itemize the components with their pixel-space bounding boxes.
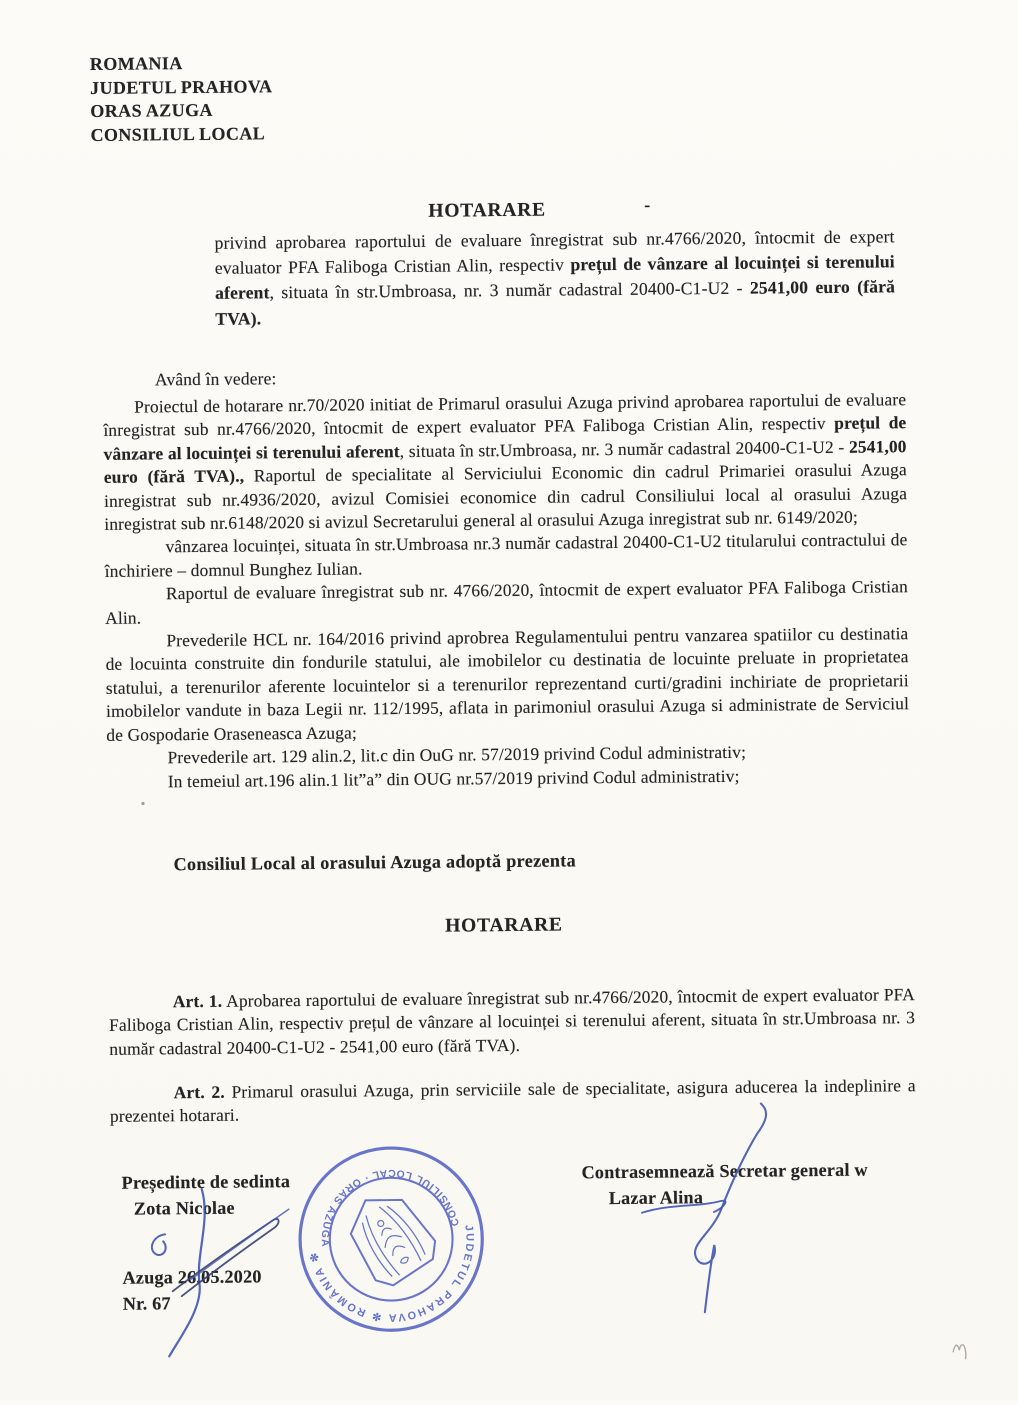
subject-paragraph [214, 224, 895, 331]
council-stamp [291, 1139, 491, 1339]
preamble-run: Raportul de specialitate al Serviciului Economic din cadrul Primariei orasului Azuga inregistrat sub nr.4936/2020, avizul Comisiei economice din cadrul Consiliului local al orasului Azuga inregistrat sub nr.6148/2020 si avizul Secretarului general al orasului Azuga inregistrat sub nr. 6149/2020; [103, 459, 908, 534]
subject-run: , situata în str.Umbroasa, nr. 3 număr cadastral 20400-C1-U2 - [269, 278, 751, 303]
ink-speck [141, 802, 144, 805]
preamble-item-sale: vânzarea locuinței, situata în str.Umbroasa nr.3 număr cadastral 20400-C1-U2 titularului contractului de închiriere – domnul Bunghez Iulian. [104, 529, 908, 581]
letterhead [90, 51, 273, 147]
article-1-text: Aprobarea raportului de evaluare înregistrat sub nr.4766/2020, întocmit de expert evaluator PFA Faliboga Cristian Alin, respectiv prețul de vânzare al locuinței si terenului aferent, situata în str.Umbroasa nr. 3 număr cadastral 20400-C1-U2 - 2541,00 euro (fără TVA). [109, 984, 916, 1059]
article-1 [109, 983, 916, 1061]
preamble-item-hcl: Prevederile HCL nr. 164/2016 privind aprobrea Regulamentului pentru vanzarea spatiilor cu destinatia de locuinta construite din fondurile statului, ale imobilelor cu destinatia de locuinte preluate in proprietatea statului, a terenurilor aferente locuintelor si a terenurilor reprezentand curti/gradini inchiriate de proprietarii imobilelor vandute in baza Legii nr. 112/1995, aflata in parimoniul orasului Azuga si administrate de Serviciul de Gospodarie Oraseneasca Azuga; [105, 623, 910, 745]
letterhead-country: ROMANIA [89, 53, 183, 74]
article-2 [110, 1074, 916, 1129]
subject-run-bold: prețul de vânzare al locuinței si terenului aferent [214, 251, 895, 304]
preamble-item-art129: Prevederile art. 129 alin.2, lit.c din OuG nr. 57/2019 privind Codul administrativ; [167, 741, 747, 768]
document-title: HOTARARE [428, 199, 547, 222]
preamble-run: Proiectul de hotarare nr.70/2020 initiat de Primarul orasului Azuga privind aprobarea raportului de evaluare înregistrat sub nr.4766/2020, întocmit de expert evaluator PFA Faliboga Cristian Alin, respectiv [103, 389, 907, 441]
preamble-item-report: Raportul de evaluare înregistrat sub nr. 4766/2020, întocmit de expert evaluator PFA Faliboga Cristian Alin. [105, 576, 909, 628]
preamble-run-bold: prețul de vânzare al locuinței si terenului aferent [103, 412, 907, 464]
preamble-run: , situata în str.Umbroasa, nr. 3 număr cadastral 20400-C1-U2 - [399, 436, 850, 461]
preamble-item-project [103, 388, 907, 536]
decision-heading: HOTARARE [445, 914, 563, 937]
adoption-line: Consiliul Local al orasului Azuga adoptă prezenta [173, 850, 577, 875]
article-2-text: Primarul orasului Azuga, prin serviciile sale de specialitate, asigura aducerea la indeplinire a prezentei hotarari. [109, 1075, 916, 1127]
article-2-label: Art. 2. [173, 1081, 225, 1103]
letterhead-county: JUDETUL PRAHOVA [90, 75, 273, 98]
signature-right-stroke [694, 1104, 768, 1313]
article-1-label: Art. 1. [172, 990, 223, 1012]
signature-left-loop [152, 1234, 166, 1255]
stray-dash-mark: - [644, 194, 651, 215]
stamp-bottom-text: CONSILIUL LOCAL · ORAS AZUGA [318, 1166, 463, 1249]
svg-text:JUDETUL PRAHOVA ✼ ROMÂNIA ✼ [308, 1224, 489, 1337]
stamp-top-text: JUDETUL PRAHOVA ✼ ROMÂNIA ✼ [307, 1224, 476, 1324]
signature-left-role: Președinte de sedinta [121, 1171, 291, 1193]
signature-left-place-date: Azuga 26.05.2020 [122, 1266, 262, 1288]
preamble-item-art196: In temeiul art.196 alin.1 lit”a” din OUG nr.57/2019 privind Codul administrativ; [167, 765, 740, 791]
subject-run: privind aprobarea raportului de evaluare înregistrat sub nr.4766/2020, întocmit de expert evaluator PFA Faliboga Cristian Alin, respectiv [214, 226, 895, 279]
coat-of-arms-icon [336, 1181, 443, 1292]
subject-run-bold: 2541,00 euro (fără TVA). [215, 276, 896, 329]
letterhead-town: ORAS AZUGA [90, 99, 213, 121]
signature-right-name: Lazar Alina [608, 1187, 704, 1209]
signature-left-name: Zota Nicolae [133, 1197, 235, 1219]
preamble-label: Având în vedere: [154, 368, 277, 390]
letterhead-council: CONSILIUL LOCAL [90, 122, 266, 145]
signature-left-number: Nr. 67 [122, 1293, 171, 1314]
signature-right-role: Contrasemnează Secretar general w [581, 1159, 868, 1183]
preamble-run-bold: 2541,00 euro (fără TVA)., [103, 435, 907, 488]
corner-ink-mark [953, 1345, 966, 1359]
preamble-body [103, 388, 910, 794]
